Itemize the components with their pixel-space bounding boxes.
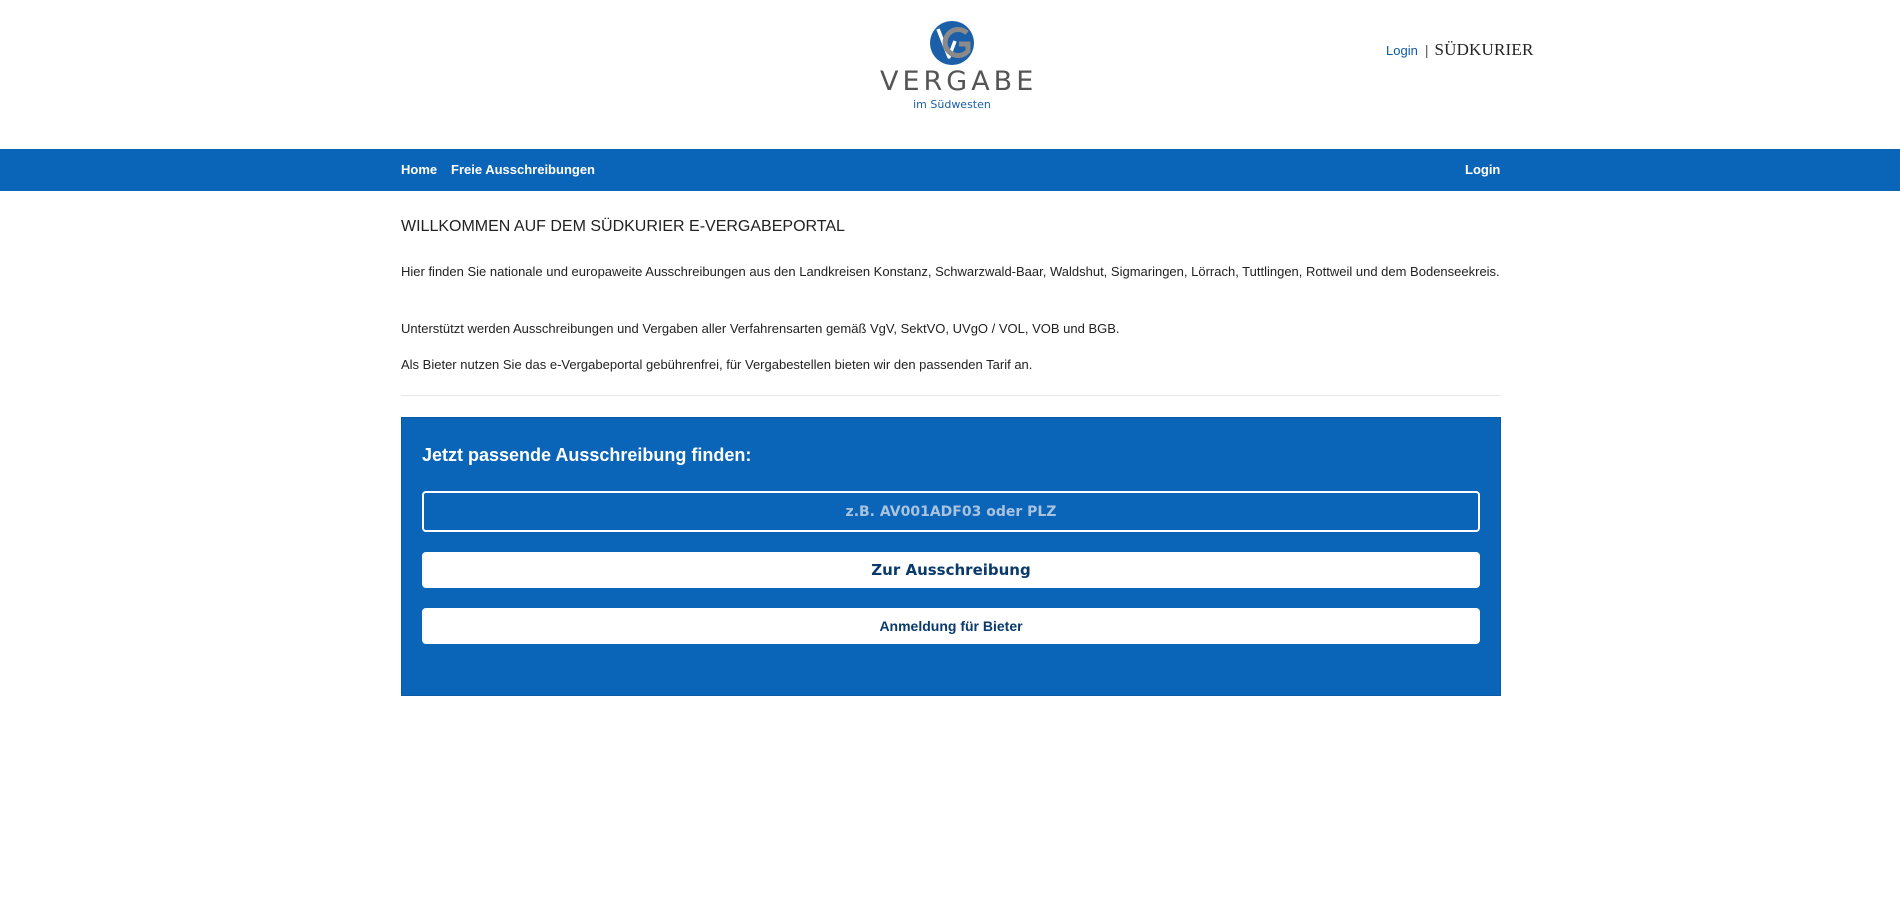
nav-login-link[interactable]: Login [1465, 162, 1501, 177]
nav-item-home[interactable]: Home [401, 162, 438, 177]
section-divider [401, 395, 1501, 396]
bieter-anmeldung-button[interactable]: Anmeldung für Bieter [422, 608, 1480, 644]
header-links [1386, 41, 1534, 59]
logo-wordmark: VERGABE [880, 66, 1038, 97]
suedkurier-brand-logo[interactable]: SÜDKURIER [1434, 40, 1534, 59]
nav-item-freie-ausschreibungen[interactable]: Freie Ausschreibungen [451, 162, 595, 177]
page-title: WILLKOMMEN AUF DEM SÜDKURIER E-VERGABEPORTAL [401, 218, 845, 235]
vg-logo-icon [928, 20, 976, 66]
header-login-link[interactable]: Login [1386, 42, 1418, 58]
search-panel [401, 417, 1501, 696]
intro-paragraph-pricing: Als Bieter nutzen Sie das e-Vergabeportal gebührenfrei, für Vergabestellen bieten wir den passenden Tarif an. [401, 357, 1033, 372]
logo-tagline: im Südwesten [913, 98, 991, 111]
zur-ausschreibung-button[interactable]: Zur Ausschreibung [422, 552, 1480, 588]
main-navigation [0, 149, 1900, 191]
site-header [0, 0, 1900, 149]
tender-search-input[interactable] [422, 491, 1480, 532]
search-panel-title: Jetzt passende Ausschreibung finden: [422, 445, 752, 465]
header-separator: | [1424, 42, 1429, 58]
vergabe-logo[interactable] [880, 20, 1038, 128]
intro-paragraph-regions: Hier finden Sie nationale und europaweite Ausschreibungen aus den Landkreisen Konstanz, Schwarzwald-Baar, Waldshut, Sigmaringen, Lörrach, Tuttlingen, Rottweil und dem Bodenseekreis. [401, 264, 1500, 279]
intro-paragraph-procedures: Unterstützt werden Ausschreibungen und Vergaben aller Verfahrensarten gemäß VgV, SektVO, UVgO / VOL, VOB und BGB. [401, 321, 1120, 336]
